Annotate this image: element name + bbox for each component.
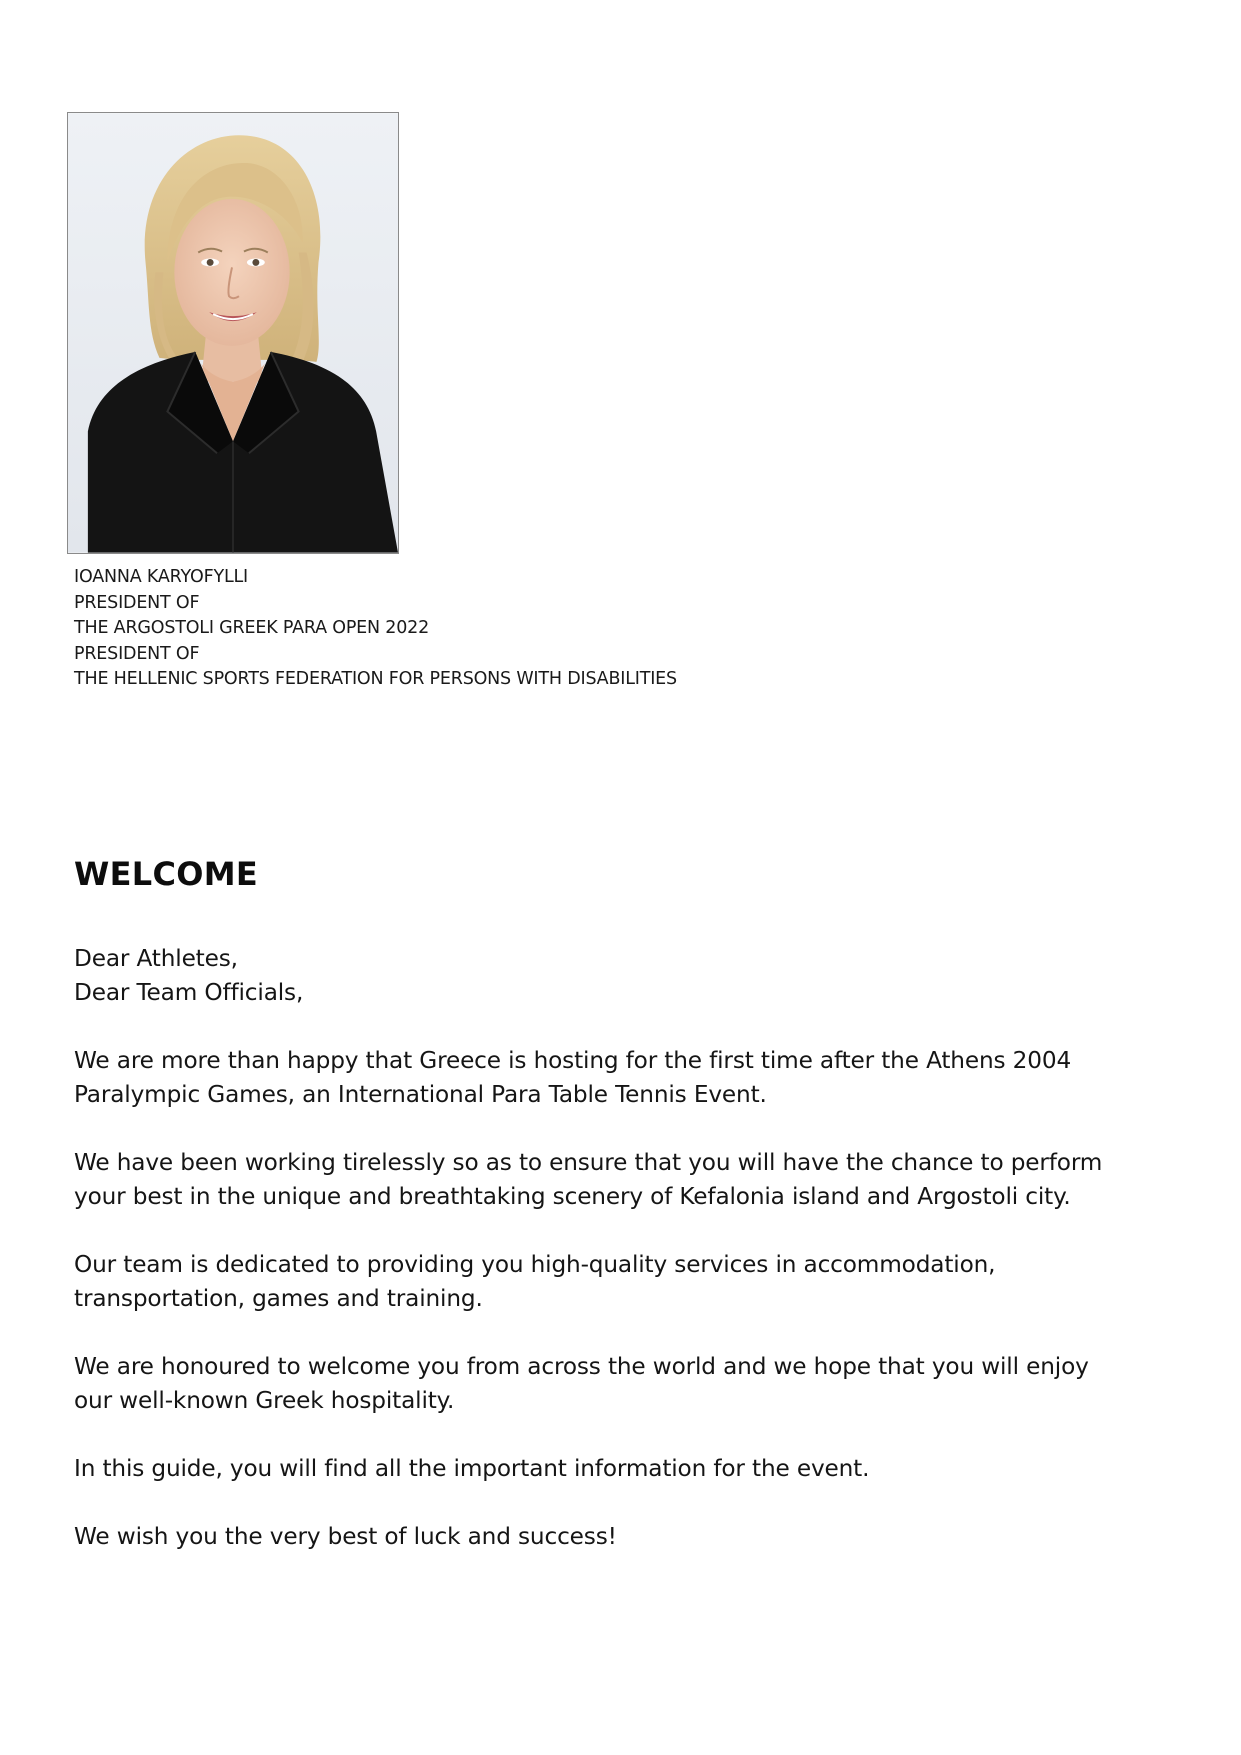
paragraph-line: We are honoured to welcome you from across the world and we hope that you will enjoy: [74, 1353, 1089, 1380]
paragraph-line: In this guide, you will find all the important information for the event.: [74, 1455, 870, 1482]
letter-greeting: [74, 942, 1154, 1010]
letter-paragraph: [74, 1044, 1154, 1112]
caption-organization-2: THE HELLENIC SPORTS FEDERATION FOR PERSONS WITH DISABILITIES: [74, 669, 677, 690]
caption-organization-1: THE ARGOSTOLI GREEK PARA OPEN 2022: [74, 618, 430, 639]
letter-paragraph: [74, 1146, 1154, 1214]
paragraph-line: We are more than happy that Greece is hosting for the first time after the Athens 2004: [74, 1047, 1072, 1074]
paragraph-line: We have been working tirelessly so as to ensure that you will have the chance to perform: [74, 1149, 1103, 1176]
paragraph-line: your best in the unique and breathtaking scenery of Kefalonia island and Argostoli city.: [74, 1183, 1071, 1210]
caption-name: IOANNA KARYOFYLLI: [74, 567, 249, 587]
paragraph-line: transportation, games and training.: [74, 1285, 483, 1312]
paragraph-line: We wish you the very best of luck and success!: [74, 1523, 617, 1550]
caption-role-2: PRESIDENT OF: [74, 643, 200, 664]
page-title: WELCOME: [74, 855, 259, 893]
portrait-icon: [68, 113, 398, 553]
letter-paragraph: [74, 1350, 1154, 1418]
paragraph-line: Paralympic Games, an International Para Table Tennis Event.: [74, 1081, 767, 1108]
letter-paragraph: [74, 1248, 1154, 1316]
portrait-photo: [67, 112, 399, 554]
caption-role-1: PRESIDENT OF: [74, 592, 200, 613]
greeting-line: Dear Athletes,: [74, 945, 238, 972]
welcome-letter: [74, 942, 1154, 1588]
letter-closing: [74, 1520, 1154, 1554]
greeting-line: Dear Team Officials,: [74, 979, 304, 1006]
letter-paragraph: [74, 1452, 1154, 1486]
paragraph-line: Our team is dedicated to providing you high-quality services in accommodation,: [74, 1251, 996, 1278]
paragraph-line: our well-known Greek hospitality.: [74, 1387, 455, 1414]
portrait-caption: [74, 565, 874, 693]
